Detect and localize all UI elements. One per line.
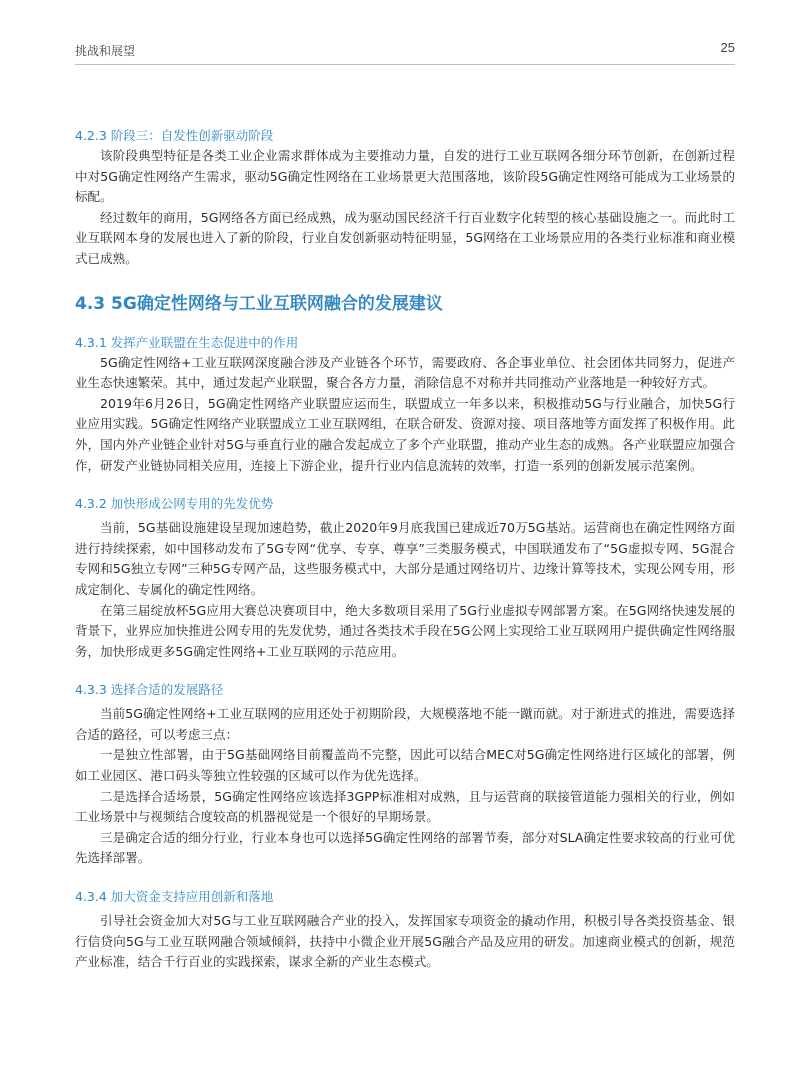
paragraph: 三是确定合适的细分行业，行业本身也可以选择5G确定性网络的部署节奏，部分对SLA确定性要求较高的行业可优先选择部署。 (75, 829, 735, 866)
subsection-heading-4-3-4: 4.3.4 加大资金支持应用创新和落地 (75, 889, 274, 905)
subsection-heading-4-3-2: 4.3.2 加快形成公网专用的先发优势 (75, 496, 274, 512)
page-number: 25 (720, 40, 735, 55)
paragraph: 当前，5G基础设施建设呈现加速趋势，截止2020年9月底我国已建成近70万5G基站。运营商也在确定性网络方面进行持续探索，如中国移动发布了5G专网“优享、专享、尊享”三类服务模式，中国联通发布了“5G虚拟专网、5G混合专网和5G独立专网”三种5G专网产品，这些服务模式中，大部分是通过网络切片、边缘计算等技术，实现公网专用，形成定制化、专属化的确定性网络。 (75, 520, 735, 597)
paragraph: 5G确定性网络+工业互联网深度融合涉及产业链各个环节，需要政府、各企事业单位、社会团体共同努力，促进产业生态快速繁荣。其中，通过发起产业联盟，聚合各方力量，消除信息不对称并共同推动产业落地是一种较好方式。 (75, 354, 735, 391)
page-body (75, 126, 735, 973)
paragraph: 经过数年的商用，5G网络各方面已经成熟，成为驱动国民经济千行百业数字化转型的核心基础设施之一。而此时工业互联网本身的发展也进入了新的阶段，行业自发创新驱动特征明显，5G网络在工业场景应用的各类行业标准和商业模式已成熟。 (75, 209, 735, 266)
paragraph: 引导社会资金加大对5G与工业互联网融合产业的投入，发挥国家专项资金的撬动作用，积极引导各类投资基金、银行信贷向5G与工业互联网融合领域倾斜，扶持中小微企业开展5G融合产品及应用的研发。加速商业模式的创新，规范产业标准，结合千行百业的实践探索，谋求全新的产业生态模式。 (75, 913, 735, 970)
subsection-heading-4-3-3: 4.3.3 选择合适的发展路径 (75, 682, 224, 698)
paragraph: 二是选择合适场景，5G确定性网络应该选择3GPP标准相对成熟，且与运营商的联接管道能力强相关的行业，例如工业场景中与视频结合度较高的机器视觉是一个很好的早期场景。 (75, 788, 735, 825)
subsection-heading-4-2-3: 4.2.3 阶段三：自发性创新驱动阶段 (75, 128, 274, 143)
subsection-heading-4-3-1: 4.3.1 发挥产业联盟在生态促进中的作用 (75, 334, 299, 350)
header-divider (75, 64, 735, 65)
section-heading-4-3: 4.3 5G确定性网络与工业互联网融合的发展建议 (75, 293, 443, 314)
running-title: 挑战和展望 (75, 44, 136, 58)
paragraph: 在第三届绽放杯5G应用大赛总决赛项目中，绝大多数项目采用了5G行业虚拟专网部署方案。在5G网络快速发展的背景下，业界应加快推进公网专用的先发优势，通过各类技术手段在5G公网上实现给工业互联网用户提供确定性网络服务，加快形成更多5G确定性网络+工业互联网的示范应用。 (75, 602, 735, 659)
paragraph: 该阶段典型特征是各类工业企业需求群体成为主要推动力量，自发的进行工业互联网各细分环节创新，在创新过程中对5G确定性网络产生需求，驱动5G确定性网络在工业场景更大范围落地，该阶段5G确定性网络可能成为工业场景的标配。 (75, 148, 735, 205)
paragraph: 一是独立性部署，由于5G基础网络目前覆盖尚不完整，因此可以结合MEC对5G确定性网络进行区域化的部署，例如工业园区、港口码头等独立性较强的区域可以作为优先选择。 (75, 747, 735, 784)
page-header (75, 40, 735, 60)
paragraph: 当前5G确定性网络+工业互联网的应用还处于初期阶段，大规模落地不能一蹴而就。对于渐进式的推进，需要选择合适的路径，可以考虑三点： (75, 706, 735, 742)
paragraph: 2019年6月26日，5G确定性网络产业联盟应运而生，联盟成立一年多以来，积极推动5G与行业融合，加快5G行业应用实践。5G确定性网络产业联盟成立工业互联网组，在联合研发、资源对接、项目落地等方面发挥了积极作用。此外，国内外产业链企业针对5G与垂直行业的融合发起成立了多个产业联盟，推动产业生态的成熟。各产业联盟应加强合作，研发产业链协同相关应用，连接上下游企业，提升行业内信息流转的效率，打造一系列的创新发展示范案例。 (75, 395, 735, 473)
